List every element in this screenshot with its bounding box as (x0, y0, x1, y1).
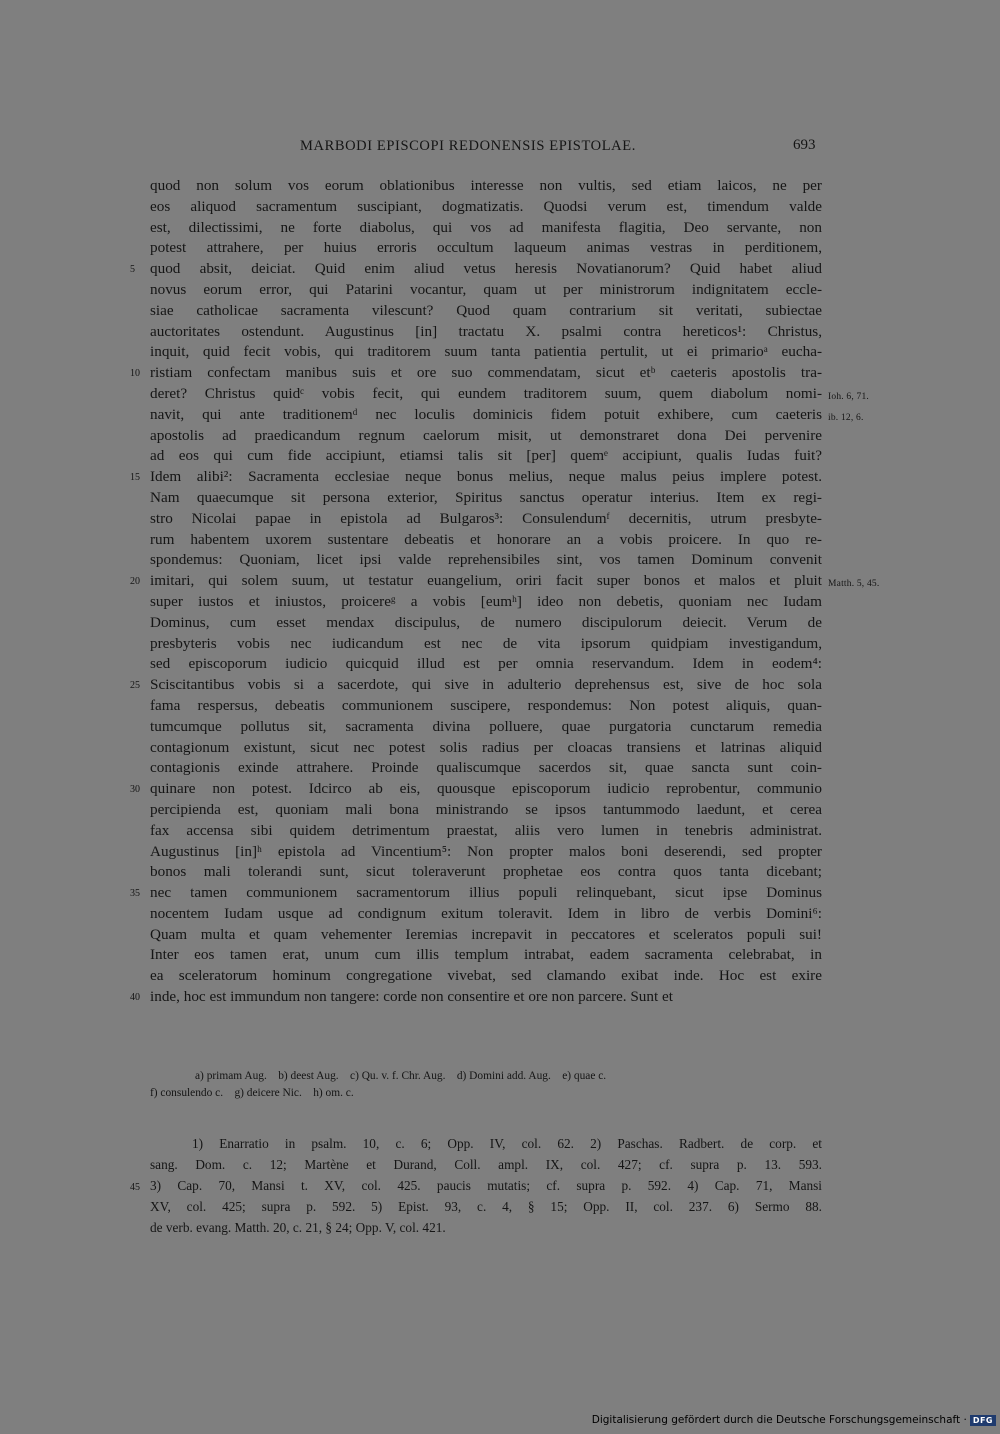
dfg-logo-icon: DFG (970, 1415, 996, 1426)
running-title: MARBODI EPISCOPI REDONENSIS EPISTOLAE. (300, 138, 636, 154)
text-line (150, 446, 822, 467)
text-line (150, 509, 822, 530)
text-line (150, 592, 822, 613)
text-line (130, 883, 822, 904)
text-line (150, 842, 822, 863)
main-text (130, 176, 880, 1008)
text-line (130, 363, 822, 384)
funding-credit (592, 1414, 996, 1426)
text-line (150, 862, 822, 883)
text-line-content: quinare non potest. Idcirco ab eis, quousque episcoporum iudicio reprobentur, communio (150, 780, 822, 798)
text-line (150, 634, 822, 655)
line-number: 30 (130, 784, 140, 796)
text-line-content: apostolis ad praedicandum regnum caelorum misit, ut demonstraret dona Dei pervenire (150, 426, 822, 444)
text-line (150, 550, 822, 571)
text-line-content: eos aliquod sacramentum suscipiant, dogmatizatis. Quodsi verum est, timendum valde (150, 197, 822, 215)
text-line-content: auctoritates ostendunt. Augustinus [in] tractatu X. psalmi contra hereticos¹: Christus, (150, 322, 822, 340)
text-line-content: ea sceleratorum hominum congregatione vivebat, sed clamando exibat inde. Hoc est exire (150, 967, 822, 985)
footnote-text: 3) Cap. 70, Mansi t. XV, col. 425. paucis mutatis; cf. supra p. 592. 4) Cap. 71, Mansi (150, 1178, 822, 1193)
text-line (150, 405, 864, 426)
text-line-content: est, dilectissimi, ne forte diabolus, qui vos ad manifesta flagitia, Deo servante, non (150, 218, 822, 236)
text-line (150, 758, 822, 779)
text-line-content: potest attrahere, per huius erroris occultum laqueum animas vestras in perditionem, (150, 239, 822, 257)
text-line-content: fama respersus, debeatis communionem suscipere, respondemus: Non potest aliquis, quan- (150, 696, 822, 714)
text-line-content: fax accensa sibi quidem detrimentum praestat, aliis vero lumen in tenebris administrat. (150, 821, 822, 839)
text-line-content: ad eos qui cum fide accipiunt, etiamsi talis sit [per] quemᵉ accipiunt, qualis Iudas fuit? (150, 447, 822, 465)
text-line-content: nec tamen communionem sacramentorum illius populi relinquebant, sicut ipse Dominus (150, 884, 822, 902)
text-line-content: nocentem Iudam usque ad condignum exitum toleravit. Idem in libro de verbis Domini⁶: (150, 904, 822, 922)
text-line-content: rum habentem uxorem sustentare debeatis et honorare an a vobis proicere. In quo re- (150, 530, 822, 548)
text-line (150, 238, 822, 259)
text-line (150, 945, 822, 966)
line-number: 15 (130, 472, 140, 484)
line-number: 25 (130, 680, 140, 692)
text-line (150, 966, 822, 987)
footnote-text: de verb. evang. Matth. 20, c. 21, § 24; Opp. V, col. 421. (150, 1220, 446, 1235)
text-line-content: Augustinus [in]ʰ epistola ad Vincentium⁵: Non propter malos boni deserendi, sed propter (150, 842, 822, 860)
text-line (130, 259, 822, 280)
text-line-content: spondemus: Quoniam, licet ipsi valde reprehensibiles sint, vos tamen Dominum convenit (150, 551, 822, 569)
text-line (150, 530, 822, 551)
margin-reference: Ioh. 6, 71. (828, 391, 869, 402)
text-line (150, 426, 822, 447)
text-line (130, 987, 822, 1008)
line-number: 20 (130, 576, 140, 588)
text-line (150, 280, 822, 301)
footnote-line (150, 1217, 822, 1238)
text-line-content: siae catholicae sacramenta vilescunt? Quod quam contrarium sit veritati, subiectae (150, 301, 822, 319)
text-line (150, 342, 822, 363)
text-line-content: imitari, qui solem suum, ut testatur euangelium, oriri facit super bonos et malos et pluit (150, 572, 822, 590)
text-line (130, 675, 822, 696)
text-line (150, 322, 822, 343)
text-line (130, 571, 880, 592)
text-line (150, 613, 822, 634)
text-line-content: Nam quaecumque sit persona exterior, Spiritus sanctus operatur interius. Item ex regi- (150, 488, 822, 506)
text-line (150, 821, 822, 842)
apparatus-line: f) consulendo c. g) deicere Nic. h) om. c. (150, 1087, 354, 1099)
text-line-content: super iustos et iniustos, proicereᵍ a vobis [eumʰ] ideo non debetis, quoniam nec Iudam (150, 592, 822, 610)
text-line (150, 176, 822, 197)
text-line-content: navit, qui ante traditionemᵈ nec loculis dominicis fidem potuit exhibere, cum caeteris (150, 405, 822, 423)
footnotes (130, 1133, 822, 1238)
footnote-line (150, 1133, 822, 1154)
text-line-content: Quam multa et quam vehementer Ieremias increpavit in peccatores et sceleratos populi sui! (150, 925, 822, 943)
page-number: 693 (793, 137, 816, 153)
text-line-content: sed episcoporum iudicio quicquid illud est per omnia reservandum. Idem in eodem⁴: (150, 655, 822, 673)
text-line (150, 717, 822, 738)
line-number: 10 (130, 368, 140, 380)
text-line-content: quod non solum vos eorum oblationibus interesse non vultis, sed etiam laicos, ne per (150, 177, 822, 194)
footnote-text: sang. Dom. c. 12; Martène et Durand, Coll. ampl. IX, col. 427; cf. supra p. 13. 593. (150, 1157, 822, 1172)
text-line-content: ristiam confectam manibus suis et ore suo commendatam, sicut etᵇ caeteris apostolis tra- (150, 364, 822, 382)
text-line-content: contagionum existunt, sicut nec potest solis radius per cloacas transiens et latrinas aliquid (150, 738, 822, 756)
apparatus-line: a) primam Aug. b) deest Aug. c) Qu. v. f. Chr. Aug. d) Domini add. Aug. e) quae c. (195, 1070, 607, 1082)
line-number: 45 (130, 1182, 140, 1193)
text-line (150, 925, 822, 946)
text-line-content: Idem alibi²: Sacramenta ecclesiae neque bonus melius, neque malus peius implere potest. (150, 468, 822, 486)
critical-apparatus (150, 1068, 822, 1102)
text-line (150, 197, 822, 218)
margin-reference: Matth. 5, 45. (828, 579, 880, 590)
text-line (130, 779, 822, 800)
text-line-content: tumcumque pollutus sit, sacramenta divina polluere, quae purgatoria cunctarum remedia (150, 717, 822, 735)
text-line (150, 218, 822, 239)
footnote-text: 1) Enarratio in psalm. 10, c. 6; Opp. IV, col. 62. 2) Paschas. Radbert. de corp. et (192, 1136, 822, 1151)
text-line-content: stro Nicolai papae in epistola ad Bulgaros³: Consulendumᶠ decernitis, utrum presbyte- (150, 509, 822, 527)
text-line-content: percipienda est, quoniam mali bona ministrando se ipsos tantummodo laedunt, et cerea (150, 800, 822, 818)
line-number: 40 (130, 992, 140, 1004)
text-line (150, 800, 822, 821)
text-line-content: inquit, quid fecit vobis, qui traditorem suum tanta patientia pertulit, ut ei primarioᵃ eucha- (150, 343, 822, 361)
text-line-content: presbyteris vobis nec iudicandum est nec de vita ipsorum quidpiam investigandum, (150, 634, 822, 652)
text-line (150, 904, 822, 925)
text-line-content: Inter eos tamen erat, unum cum illis templum intrabat, eadem sacramenta celebrabat, in (150, 946, 822, 964)
text-line-content: Dominus, cum esset mendax discipulus, de numero discipulorum deiecit. Verum de (150, 613, 822, 631)
footnote-line (150, 1154, 822, 1175)
text-line-content: Sciscitantibus vobis si a sacerdote, qui sive in adulterio deprehensus est, sive de hoc sola (150, 676, 822, 694)
text-line (150, 384, 869, 405)
text-line-content: deret? Christus quidᶜ vobis fecit, qui eundem traditorem suum, quem diabolum nomi- (150, 384, 822, 402)
line-number: 35 (130, 888, 140, 900)
margin-reference: ib. 12, 6. (828, 412, 864, 423)
footnote-line (130, 1175, 822, 1196)
text-line (150, 301, 822, 322)
text-line (150, 696, 822, 717)
text-line-content: contagionis exinde attrahere. Proinde qualiscumque sacerdos sit, quae sancta sunt coin- (150, 759, 822, 777)
text-line (150, 738, 822, 759)
footnote-line (150, 1196, 822, 1217)
line-number: 5 (130, 264, 135, 276)
text-line-content: bonos mali tolerandi sunt, sicut toleraverunt prophetae eos contra quos tanta dicebant; (150, 863, 822, 881)
text-line-content: quod absit, deiciat. Quid enim aliud vetus heresis Novatianorum? Quid habet aliud (150, 260, 822, 278)
footnote-text: XV, col. 425; supra p. 592. 5) Epist. 93, c. 4, § 15; Opp. II, col. 237. 6) Sermo 88. (150, 1199, 822, 1214)
text-line-content: novus eorum error, qui Patarini vocantur, quam ut per ministrorum indignitatem eccle- (150, 280, 822, 298)
text-line (150, 488, 822, 509)
text-line (150, 654, 822, 675)
text-line (130, 467, 822, 488)
funding-credit-text: Digitalisierung gefördert durch die Deutsche Forschungsgemeinschaft · (591, 1414, 967, 1426)
text-line-content: inde, hoc est immundum non tangere: corde non consentire et ore non parcere. Sunt et (150, 988, 673, 1006)
